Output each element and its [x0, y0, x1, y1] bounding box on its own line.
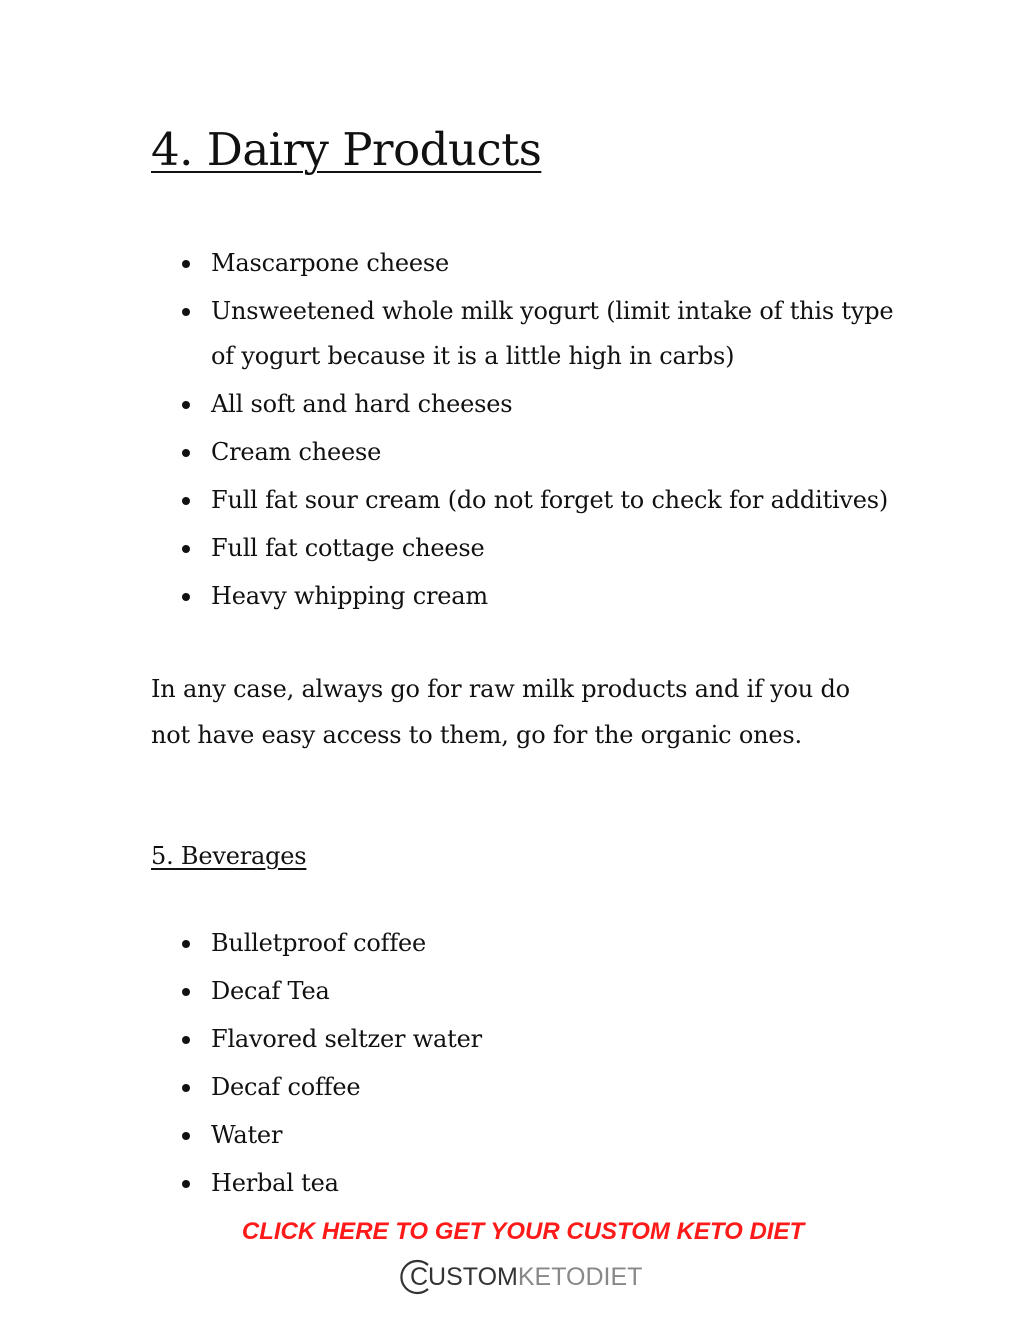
bullet-icon [182, 497, 190, 505]
list-item [151, 1161, 911, 1206]
bullet-icon [182, 988, 190, 996]
list-item [151, 921, 911, 966]
list-item-text: Water [211, 1121, 283, 1149]
bullet-icon [182, 401, 190, 409]
bullet-icon [182, 449, 190, 457]
list-item-text: Flavored seltzer water [211, 1025, 482, 1053]
list-item-text: Full fat cottage cheese [211, 534, 485, 562]
list-item [151, 382, 911, 427]
bullet-icon [182, 308, 190, 316]
list-item-text: Herbal tea [211, 1169, 339, 1197]
list-item [151, 241, 911, 286]
logo-word-custom: CUSTOM [410, 1262, 518, 1291]
list-item-text: Cream cheese [211, 438, 382, 466]
bullet-icon [182, 940, 190, 948]
list-item-text: Bulletproof coffee [211, 929, 427, 957]
bullet-icon [182, 1084, 190, 1092]
list-item-text: All soft and hard cheeses [211, 390, 513, 418]
list-item [151, 574, 911, 619]
bullet-icon [182, 593, 190, 601]
list-item [151, 1017, 911, 1062]
bullet-icon [182, 260, 190, 268]
beverages-list [151, 921, 911, 1209]
section-heading-dairy: 4. Dairy Products [151, 123, 542, 176]
list-item-text: Decaf Tea [211, 977, 330, 1005]
list-item-text: Heavy whipping cream [211, 582, 488, 610]
custom-keto-diet-link[interactable]: CLICK HERE TO GET YOUR CUSTOM KETO DIET [241, 1218, 805, 1245]
dairy-list [151, 241, 911, 622]
list-item [151, 289, 911, 379]
list-item [151, 1065, 911, 1110]
bullet-icon [182, 1132, 190, 1140]
list-item-text: Decaf coffee [211, 1073, 361, 1101]
bullet-icon [182, 1036, 190, 1044]
list-item [151, 430, 911, 475]
list-item-text: Unsweetened whole milk yogurt (limit intake of this type of yogurt because it is a little high in carbs) [211, 297, 894, 370]
list-item [151, 478, 911, 523]
section-heading-beverages: 5. Beverages [151, 842, 307, 870]
list-item [151, 526, 911, 571]
custom-keto-diet-logo [398, 1257, 642, 1297]
bullet-icon [182, 1180, 190, 1188]
dairy-note-paragraph: In any case, always go for raw milk products and if you do not have easy access to them, go for the organic ones. [151, 675, 850, 749]
list-item [151, 969, 911, 1014]
list-item-text: Full fat sour cream (do not forget to check for additives) [211, 486, 889, 514]
logo-word-ketodiet: KETODIET [517, 1262, 643, 1291]
bullet-icon [182, 545, 190, 553]
list-item [151, 1113, 911, 1158]
list-item-text: Mascarpone cheese [211, 249, 449, 277]
